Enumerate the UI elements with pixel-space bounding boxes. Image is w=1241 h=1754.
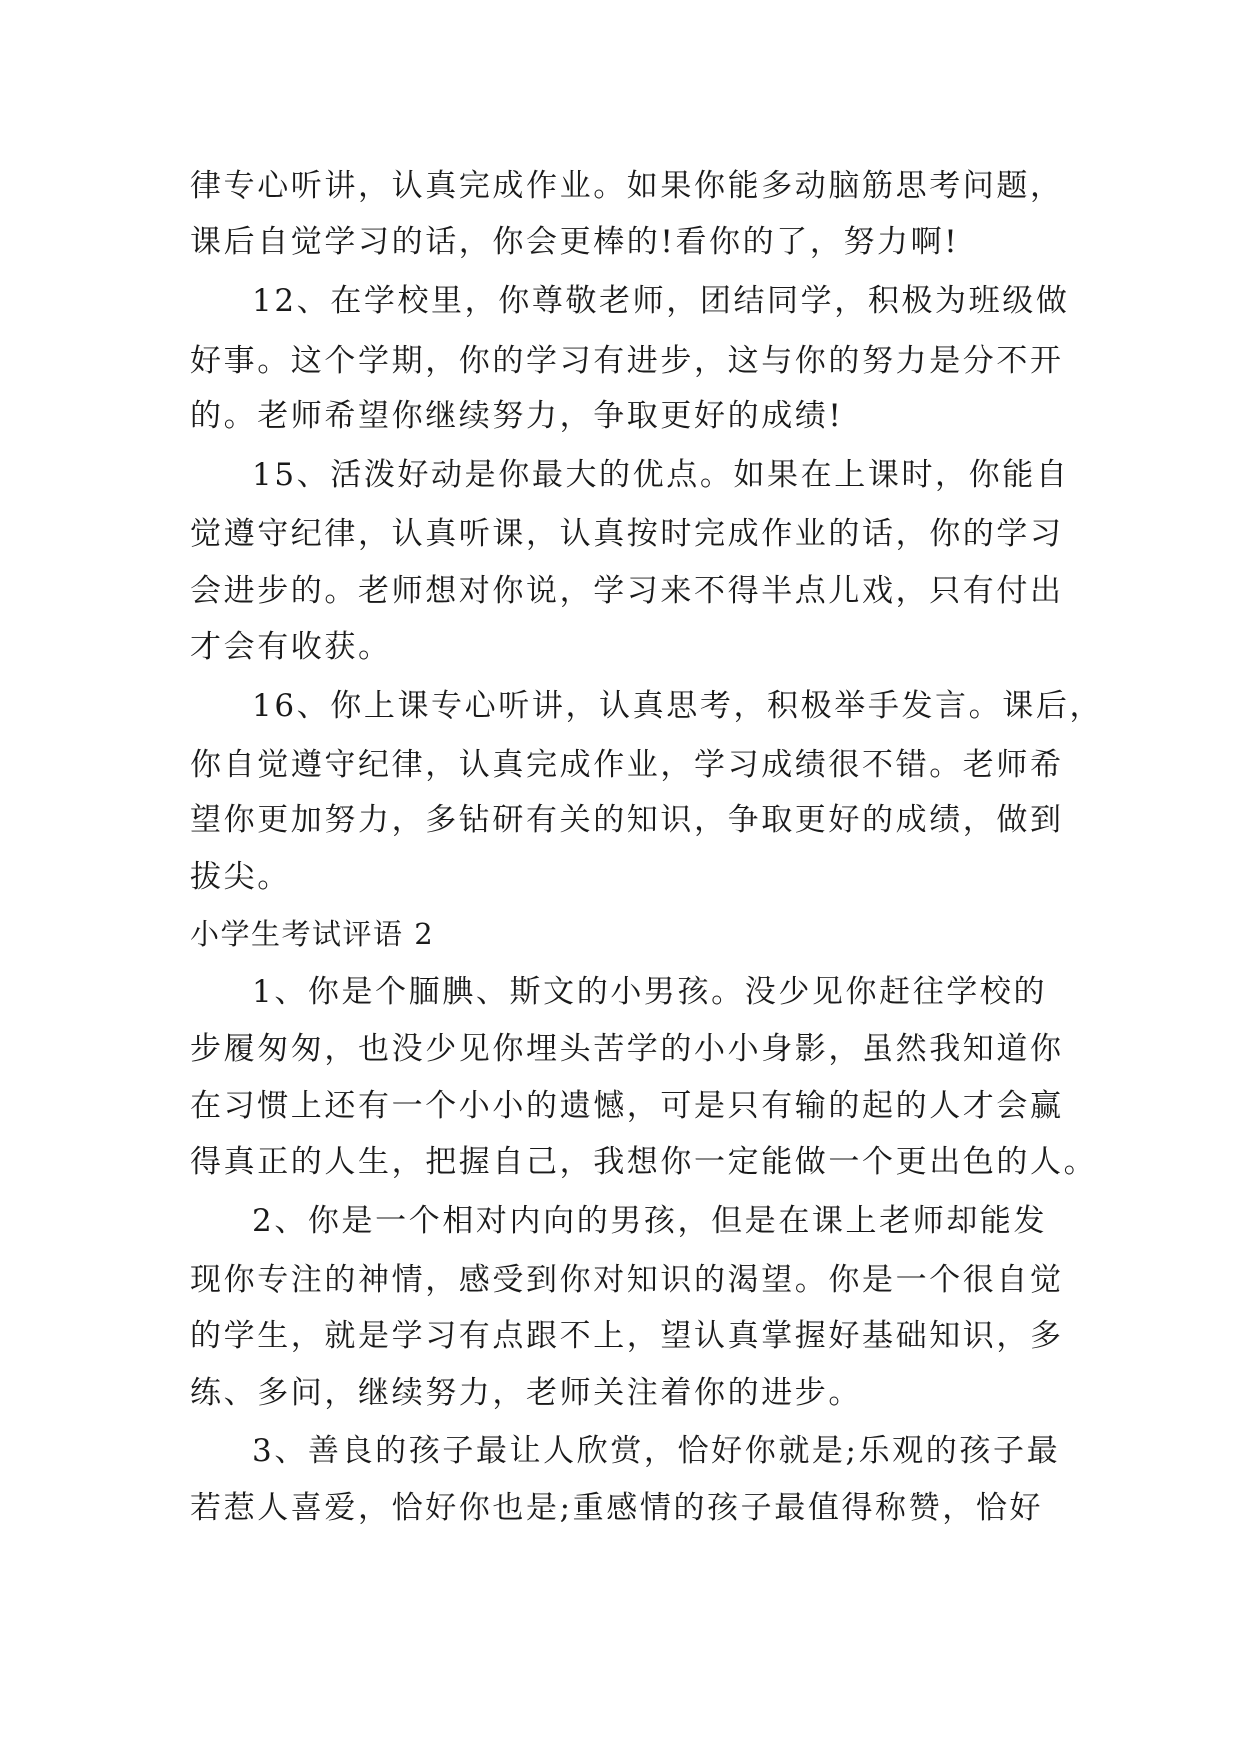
text-line: 拔尖。 (190, 859, 291, 895)
text-line: 得真正的人生，把握自己，我想你一定能做一个更出色的人。 (190, 1144, 1098, 1180)
text-line: 练、多问，继续努力，老师关注着你的进步。 (190, 1375, 862, 1411)
text-line: 课后自觉学习的话，你会更棒的!看你的了，努力啊! (190, 224, 960, 260)
text-line: 律专心听讲，认真完成作业。如果你能多动脑筋思考问题， (190, 168, 1064, 204)
text-line: 你自觉遵守纪律，认真完成作业，学习成绩很不错。老师希 (190, 747, 1064, 783)
text-line: 觉遵守纪律，认真听课，认真按时完成作业的话，你的学习 (190, 516, 1064, 552)
text-line: 若惹人喜爱，恰好你也是;重感情的孩子最值得称赞，恰好 (190, 1490, 1044, 1526)
paragraph-line-12: 12、在学校里，你尊敬老师，团结同学，积极为班级做 (252, 283, 1070, 319)
text-line: 在习惯上还有一个小小的遗憾，可是只有输的起的人才会赢 (190, 1088, 1064, 1124)
paragraph-line-1: 1、你是个腼腆、斯文的小男孩。没少见你赶往学校的 (252, 974, 1048, 1010)
paragraph-line-3: 3、善良的孩子最让人欣赏，恰好你就是;乐观的孩子最 (252, 1433, 1061, 1469)
paragraph-line-2: 2、你是一个相对内向的男孩，但是在课上老师却能发 (252, 1203, 1048, 1239)
text-line: 才会有收获。 (190, 629, 392, 665)
paragraph-line-16: 16、你上课专心听讲，认真思考，积极举手发言。课后， (252, 688, 1104, 724)
text-line: 的。老师希望你继续努力，争取更好的成绩! (190, 398, 844, 434)
text-line: 现你专注的神情，感受到你对知识的渴望。你是一个很自觉 (190, 1262, 1064, 1298)
text-line: 好事。这个学期，你的学习有进步，这与你的努力是分不开 (190, 343, 1064, 379)
paragraph-line-15: 15、活泼好动是你最大的优点。如果在上课时，你能自 (252, 457, 1070, 493)
text-line: 会进步的。老师想对你说，学习来不得半点儿戏，只有付出 (190, 573, 1064, 609)
section-heading: 小学生考试评语 2 (190, 917, 435, 951)
text-line: 步履匆匆，也没少见你埋头苦学的小小身影，虽然我知道你 (190, 1031, 1064, 1067)
text-line: 望你更加努力，多钻研有关的知识，争取更好的成绩，做到 (190, 802, 1064, 838)
text-line: 的学生，就是学习有点跟不上，望认真掌握好基础知识，多 (190, 1318, 1064, 1354)
